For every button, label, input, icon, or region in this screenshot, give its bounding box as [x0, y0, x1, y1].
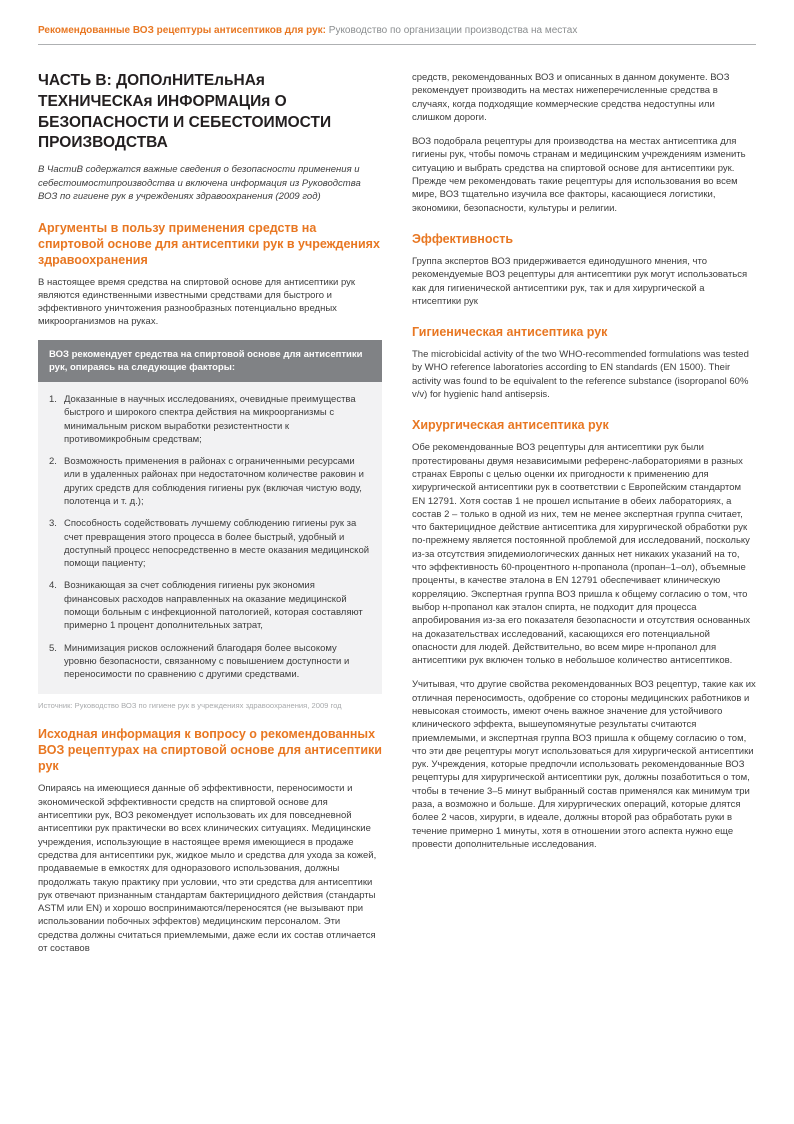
- two-column-layout: [38, 71, 756, 966]
- left-column: [38, 71, 382, 966]
- source-note: Источник: Руководство ВОЗ по гигиене рук в учреждениях здравоохранения, 2009 год: [38, 700, 342, 710]
- hygienic-paragraph: The microbicidal activity of the two WHO-recommended formulations was tested by WHO reference laboratories according to EN standards (EN 1500). Their activity was found to be equivalent to the reference substance (isopropanol 60% v/v) for hygienic hand antisepsis.: [412, 349, 749, 401]
- list-item: [49, 642, 371, 682]
- list-item-number: 2.: [49, 456, 57, 468]
- list-item: [49, 393, 371, 446]
- list-item-number: 4.: [49, 580, 57, 592]
- arguments-paragraph: В настоящее время средства на спиртовой основе для антисептики рук являются единственными известными средствами для быстрого и эффективного уничтожения разнообразных потенциально вредных микроорганизмов на руках.: [38, 276, 356, 328]
- section-heading-hygienic: Гигиеническая антисептика рук: [412, 325, 608, 340]
- section-heading-background: Исходная информация к вопросу о рекомендованных ВОЗ рецептурах на спиртовой основе для антисептики рук: [38, 727, 382, 774]
- surgical-paragraph-1: Обе рекомендованные ВОЗ рецептуры для антисептики рук были протестированы двумя независимыми референс-лабораториями в разных странах Европы с целью оценки их пригодности к применению для хирургической антисептики рук в соответствии с Европейским стандартом EN 12791. Хотя состав 1 не прошел испытание в обеих лабораториях, а состав 2 – только в одной из них, тем не менее экспертная группа считает, что бактерицидное действие антисептика для хирургической обработки рук по-прежнему является постоянной проблемой для исследований, поскольку из-за отсутствия эпидемиологических данных нет никаких указаний на то, что эффективность 60-процентного н-пропанола (пропан–1–ол), объемные проценты, в качестве эталона в EN 12791 обеспечивает клиническую корреляцию. Экспертная группа ВОЗ пришла к общему согласию о том, что выбор н-пропанол как эталон спирта, не подходит для процесса апробирования из-за его показателя безопасности и отсутствия основанных на доказательствах исследований, касающихся его потенциальной опасности для людей. Действительно, во всем мире н-пропанол для антисептики рук включен только в небольшое количество антисептиков.: [412, 442, 751, 667]
- section-heading-effectiveness: Эффективность: [412, 231, 514, 246]
- list-item-number: 1.: [49, 393, 57, 405]
- header-divider: [38, 44, 756, 45]
- document-header: [38, 24, 756, 37]
- list-item: [49, 517, 371, 570]
- continuation-paragraph: средств, рекомендованных ВОЗ и описанных в данном документе. ВОЗ рекомендует производить на местах нижеперечисленные средства в случаях, когда подходящие коммерческие средства недоступны или слишком дороги.: [412, 72, 730, 123]
- list-item-number: 5.: [49, 642, 57, 654]
- section-heading-surgical: Хирургическая антисептика рук: [412, 418, 609, 433]
- effectiveness-paragraph: Группа экспертов ВОЗ придерживается единодушного мнения, что рекомендуемые ВОЗ рецептуры для антисептики рук могут использоваться как для гигиенической антисептики рук, так и для хирургической а нтисептики рук: [412, 255, 748, 307]
- header-title-subtitle: Руководство по организации производства на местах: [326, 25, 578, 36]
- part-intro-paragraph: В ЧастиВ содержатся важные сведения о безопасности применения и себестоимостипроизводства и включена информация из Руководства ВОЗ по гигиене рук в учреждениях здравоохранения (2009 год): [38, 164, 361, 203]
- recommendation-box-header: ВОЗ рекомендует средства на спиртовой основе для антисептики рук, опираясь на следующие факторы:: [38, 340, 382, 382]
- right-column: [412, 71, 756, 862]
- who-formulations-paragraph: ВОЗ подобрала рецептуры для производства на местах антисептика для гигиены рук, чтобы помочь странам и медицинским учреждениям изменить ситуацию и выбрать средства на спиртовой основе для антисептики рук. Прежде чем рекомендовать такие рецептуры для использования во всем мире, ВОЗ тщательно изучила все факторы, касающиеся логистики, экономики, безопасности, культуры и религии.: [412, 136, 746, 214]
- list-item-text: Способность содействовать лучшему соблюдению гигиены рук за счет превращения этого процесса в более быстрый, удобный и доступный процесс непосредственно в месте оказания медицинской помощи пациенту;: [64, 518, 370, 570]
- list-item-text: Минимизация рисков осложнений благодаря более высокому уровню безопасности, связанному с повышением доступности и переносимости по сравнению с другими средствами.: [64, 642, 350, 681]
- section-heading-arguments: Аргументы в пользу применения средств на спиртовой основе для антисептики рук в учреждениях здравоохранения: [38, 220, 380, 267]
- list-item-text: Возможность применения в районах с ограниченными ресурсами или в удаленных районах при недостаточном количестве раковин и других средств для соблюдения гигиены рук (включая чистую воду, полотенца и т. д.);: [64, 456, 364, 507]
- list-item: [49, 455, 371, 508]
- part-title: ЧАСТЬ В: ДОПОлНИТЕльНАя ТЕХНИЧЕСКАя ИНФОРМАЦИя О БЕЗОПАСНОСТИ И СЕБЕСТОИМОСТИ ПРОИЗВОДСТВА: [38, 72, 332, 152]
- list-item: [49, 579, 371, 632]
- list-item-text: Возникающая за счет соблюдения гигиены рук экономия финансовых расходов направленных на оказание медицинской помощи больным с инфекционной патологией, которая составляют примерно 1 процент дополнительных затрат,: [64, 580, 363, 632]
- list-item-number: 3.: [49, 518, 57, 530]
- header-title-bold: Рекомендованные ВОЗ рецептуры антисептиков для рук:: [38, 25, 326, 36]
- background-paragraph: Опираясь на имеющиеся данные об эффективности, переносимости и экономической эффективности средств на спиртовой основе для антисептики рук, ВОЗ рекомендует использовать их для повседневной антисептики рук практически во всех клинических ситуациях. Медицинские учреждения, использующие в настоящее время имеющиеся в продаже средства для антисептики рук, жидкое мыло и средства для ухода за кожей, продаваемые в емкостях для одноразового использования, должны продолжать такую практику при условии, что эти средства для антисептики рук отвечают признанным стандартам бактерицидного действия (стандарты ASTM или EN) и хорошо воспринимаются/переносятся (не вызывают при использовании побочных эффектов) медицинским персоналом. Эти средства должны считаться приемлемыми, даже если их состав отличается от составов: [38, 783, 377, 954]
- list-item-text: Доказанные в научных исследованиях, очевидные преимущества быстрого и широкого спектра действия на микроорганизмы с минимальным риском выработки резистентности к противомикробным средствам;: [64, 393, 356, 445]
- recommendation-box-body: [38, 382, 382, 694]
- surgical-paragraph-2: Учитывая, что другие свойства рекомендованных ВОЗ рецептур, такие как их отличная переносимость, одобрение со стороны медицинских работников и невысокая стоимость, имеют очень важное значение для устойчивого клинического эффекта, вышеупомянутые результаты считаются приемлемыми, и экспертная группа ВОЗ пришла к общему согласию о том, что эти две рецептуры могут использоваться для хирургической антисептики рук. Учреждения, которые предпочли использовать рекомендованные ВОЗ рецептуры для хирургической антисептики рук, должны позаботиться о том, чтобы в течение 3–5 минут выбранный состав применялся как минимум три раза, а возможно и больше. Для хирургических операций, которые длятся более 2 часов, хирурги, в идеале, должны второй раз обработать руки в течение примерно 1 минуты, хотя в отношении этого аспекта нужно еще провести дополнительные исследования.: [412, 679, 756, 850]
- recommendation-box: [38, 340, 382, 694]
